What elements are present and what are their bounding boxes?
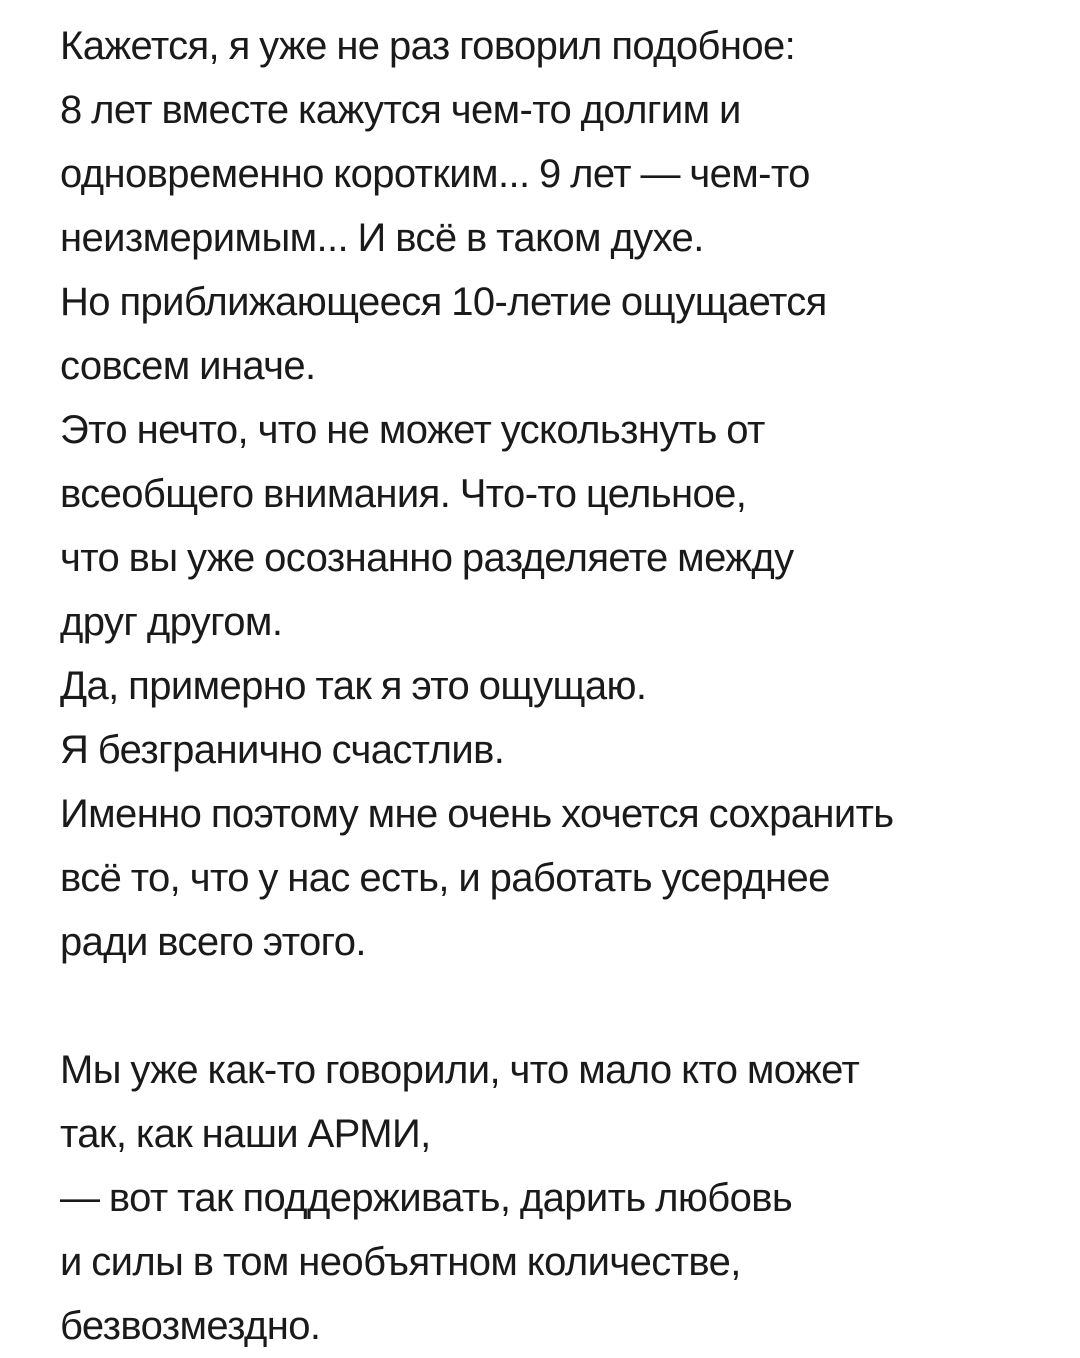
text-line: всеобщего внимания. Что-то цельное, — [60, 472, 747, 516]
text-line: так, как наши АРМИ, — [60, 1112, 431, 1156]
text-line: и силы в том необъятном количестве, — [60, 1240, 741, 1284]
text-line: Да, примерно так я это ощущаю. — [60, 664, 647, 708]
text-line: Я безгранично счастлив. — [60, 728, 505, 772]
text-line: друг другом. — [60, 600, 283, 644]
paragraph-1 — [60, 14, 1060, 974]
text-line: — вот так поддерживать, дарить любовь — [60, 1176, 793, 1220]
paragraph-gap — [60, 974, 1060, 1038]
text-line: одновременно коротким... 9 лет — чем-то — [60, 152, 810, 196]
text-line: Но приближающееся 10-летие ощущается — [60, 280, 827, 324]
text-line: всё то, что у нас есть, и работать усерднее — [60, 856, 830, 900]
text-line: совсем иначе. — [60, 344, 316, 388]
text-line: 8 лет вместе кажутся чем-то долгим и — [60, 88, 741, 132]
paragraph-2 — [60, 1038, 1060, 1358]
text-line: что вы уже осознанно разделяете между — [60, 536, 794, 580]
text-line: Мы уже как-то говорили, что мало кто может — [60, 1048, 860, 1092]
text-line: ради всего этого. — [60, 920, 366, 964]
text-line: Кажется, я уже не раз говорил подобное: — [60, 24, 796, 68]
post-text — [60, 14, 1060, 1358]
text-line: неизмеримым... И всё в таком духе. — [60, 216, 704, 260]
text-line: Это нечто, что не может ускользнуть от — [60, 408, 765, 452]
text-line: безвозмездно. — [60, 1304, 321, 1348]
text-line: Именно поэтому мне очень хочется сохранить — [60, 792, 894, 836]
